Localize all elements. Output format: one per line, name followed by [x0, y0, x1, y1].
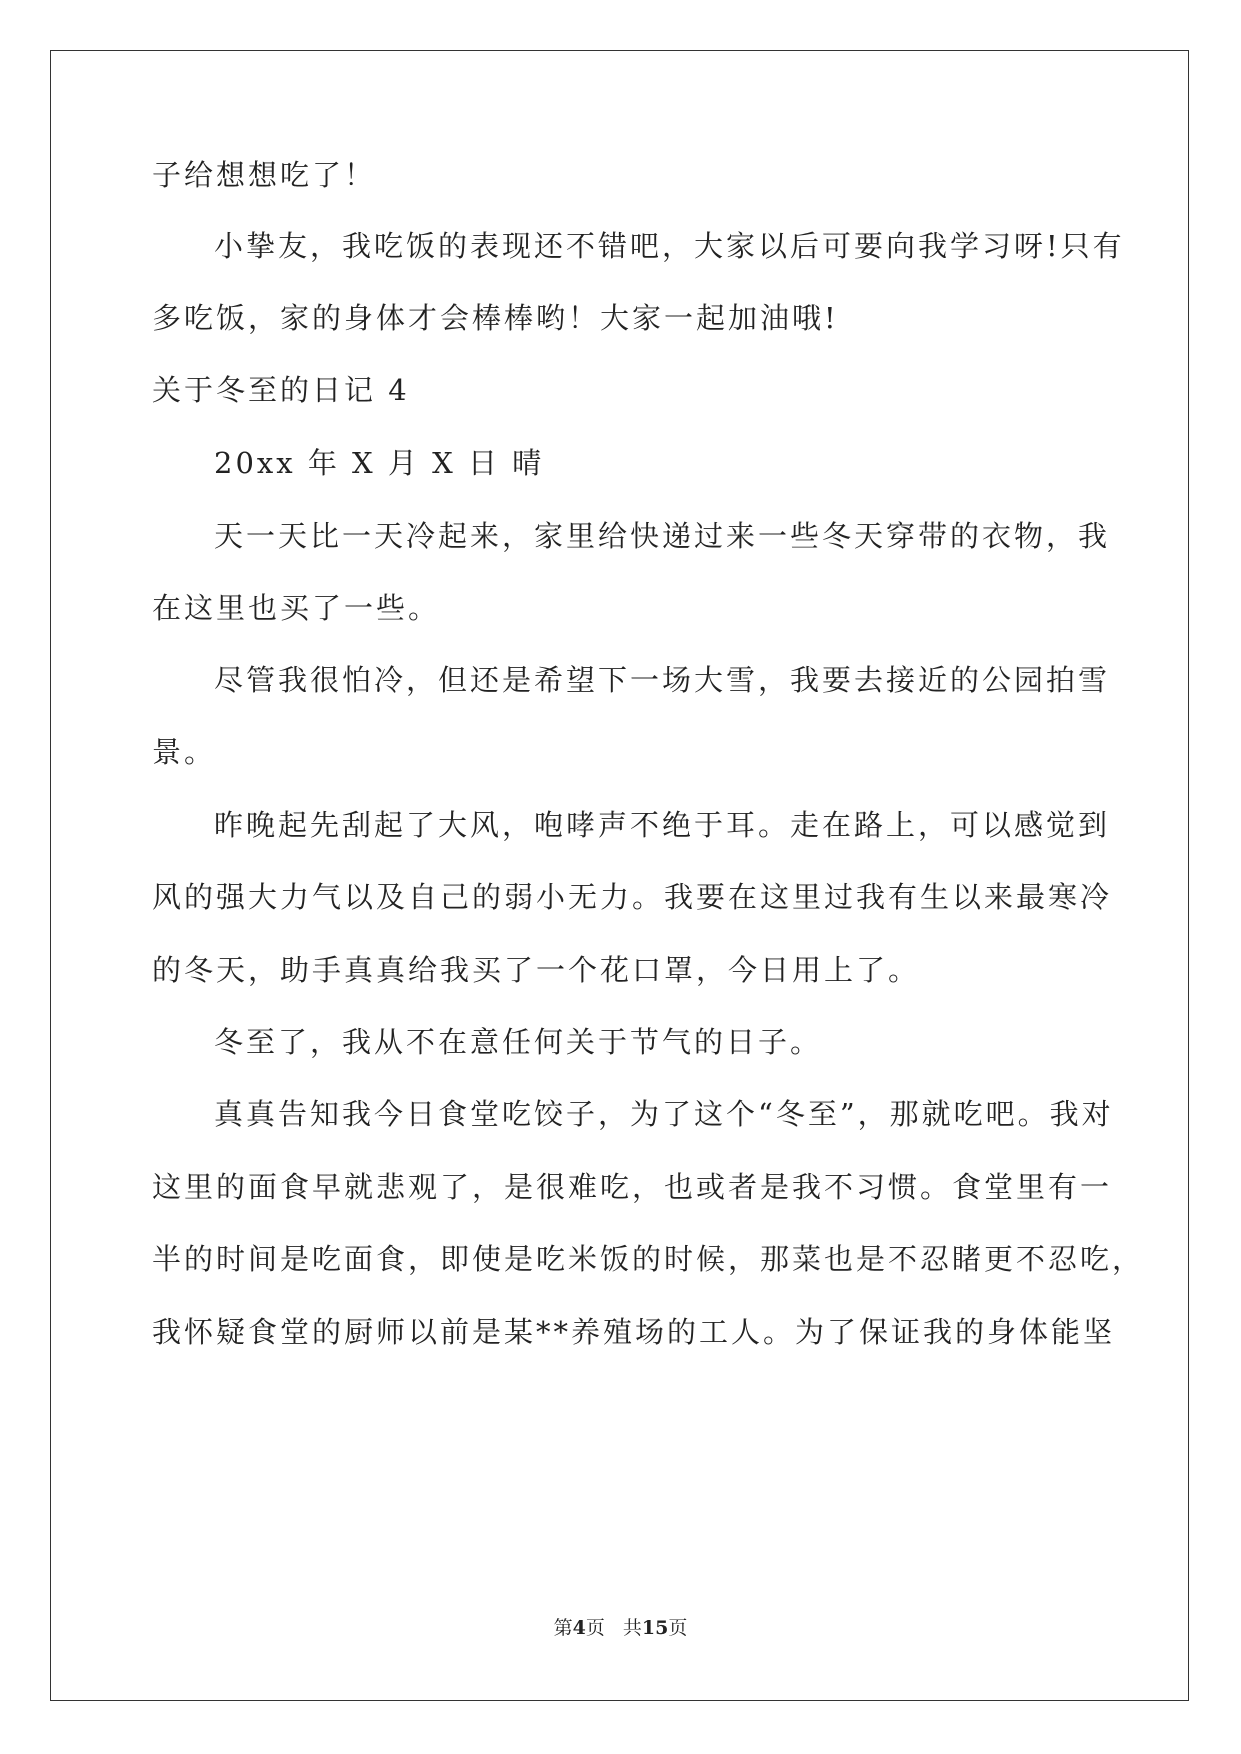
body-line-6: 天一天比一天冷起来，家里给快递过来一些冬天穿带的衣物，我 [214, 519, 1111, 553]
footer-prefix: 第 [553, 1617, 573, 1639]
body-line-2: 小挚友，我吃饭的表现还不错吧，大家以后可要向我学习呀!只有 [214, 229, 1125, 263]
body-line-10: 昨晚起先刮起了大风，咆哮声不绝于耳。走在路上，可以感觉到 [214, 808, 1111, 842]
body-line-3: 多吃饭，家的身体才会棒棒哟！大家一起加油哦! [152, 301, 839, 335]
section-heading: 关于冬至的日记 4 [152, 373, 410, 407]
body-line-16: 半的时间是吃面食，即使是吃米饭的时候，那菜也是不忍睹更不忍吃， [152, 1242, 1145, 1276]
current-page-number: 4 [572, 1617, 586, 1639]
body-line-9: 景。 [152, 735, 217, 769]
body-line-17: 我怀疑食堂的厨师以前是某**养殖场的工人。为了保证我的身体能坚 [152, 1315, 1116, 1349]
body-line-12: 的冬天，助手真真给我买了一个花口罩，今日用上了。 [152, 953, 921, 987]
page-footer [0, 1616, 1241, 1640]
body-line-8: 尽管我很怕冷，但还是希望下一场大雪，我要去接近的公园拍雪 [214, 663, 1111, 697]
body-line-1: 子给想想吃了！ [152, 158, 377, 192]
footer-total-prefix: 共 [622, 1617, 642, 1639]
body-line-13: 冬至了，我从不在意任何关于节气的日子。 [214, 1025, 823, 1059]
body-line-14: 真真告知我今日食堂吃饺子，为了这个“冬至”，那就吃吧。我对 [214, 1097, 1114, 1131]
body-line-11: 风的强大力气以及自己的弱小无力。我要在这里过我有生以来最寒冷 [152, 880, 1113, 914]
footer-total-suffix: 页 [668, 1617, 688, 1639]
body-line-7: 在这里也买了一些。 [152, 591, 441, 625]
body-line-15: 这里的面食早就悲观了，是很难吃，也或者是我不习惯。食堂里有一 [152, 1170, 1113, 1204]
total-pages-number: 15 [641, 1617, 669, 1639]
diary-date-line: 20xx 年 X 月 X 日 晴 [214, 446, 545, 480]
footer-page-suffix: 页 [585, 1617, 605, 1639]
